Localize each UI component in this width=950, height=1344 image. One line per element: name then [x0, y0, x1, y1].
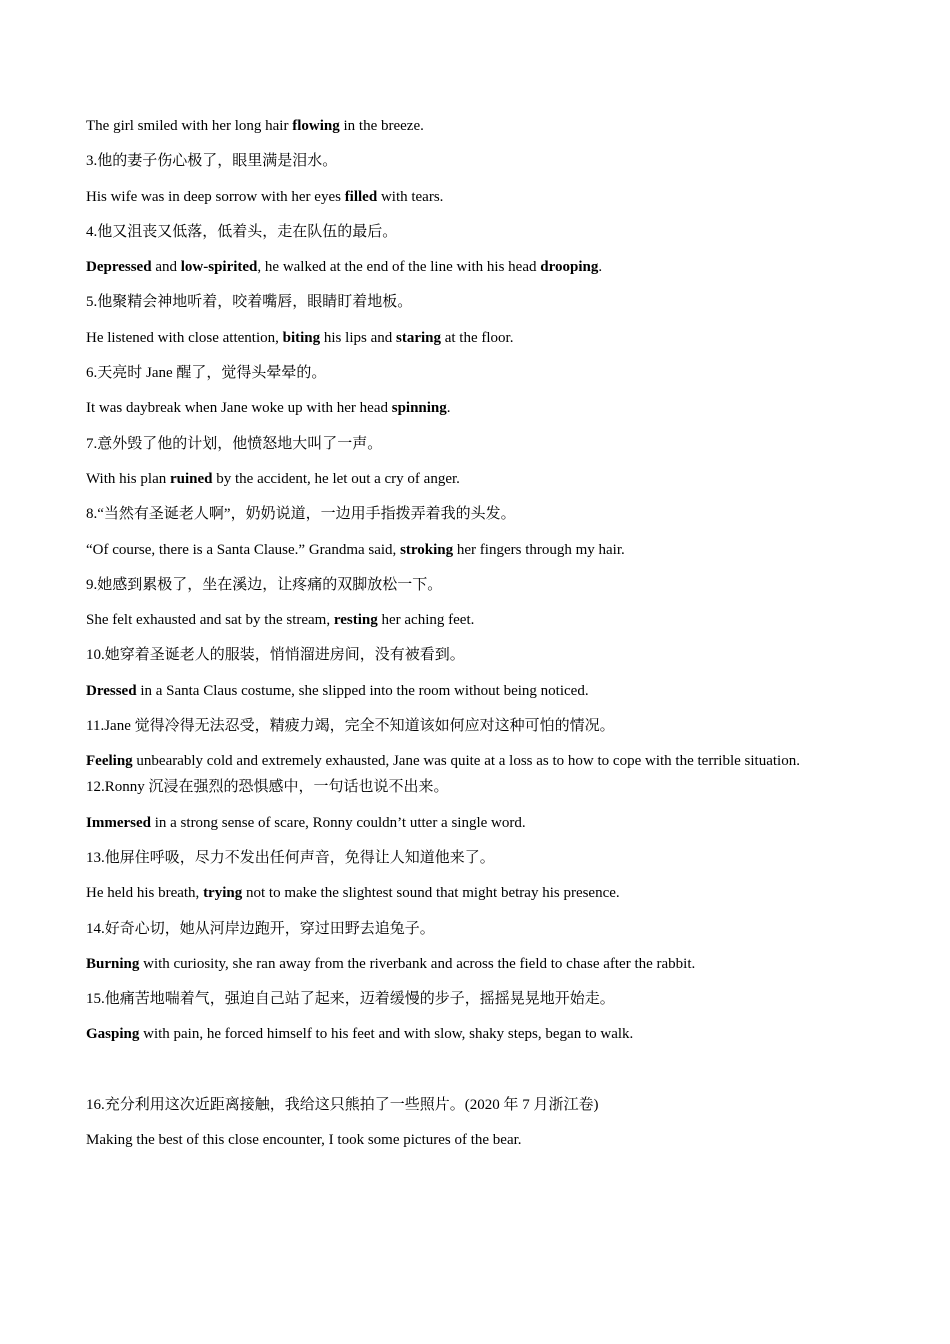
highlighted-phrase: Dressed [86, 682, 137, 699]
highlighted-phrase: filled [344, 188, 378, 205]
english-translation [86, 398, 866, 433]
text-segment: She felt exhausted and sat by the stream, [86, 612, 334, 629]
chinese-sentence [86, 292, 866, 327]
chinese-sentence [86, 848, 866, 883]
english-translation [86, 883, 866, 918]
text-segment: “Of course, there is a Santa Clause.” Grandma said, [86, 541, 401, 558]
text-segment: With his plan [86, 470, 170, 487]
highlighted-phrase: biting [282, 329, 321, 346]
text-segment: 15.他痛苦地喘着气，强迫自己站了起来，迈着缓慢的步子，摇摇晃晃地开始走。 [86, 991, 615, 1008]
text-segment: by the accident, he let out a cry of anger. [212, 470, 460, 487]
chinese-sentence [86, 151, 866, 186]
highlighted-phrase: staring [395, 329, 441, 346]
text-segment: , he walked at the end of the line with his head [257, 259, 541, 276]
text-segment: 16.充分利用这次近距离接触，我给这只熊拍了一些照片。(2020 年 7 月浙江卷) [86, 1097, 599, 1114]
text-segment: . [598, 259, 603, 276]
text-segment: with curiosity, she ran away from the riverbank and across the field to chase after the rabbit. [139, 955, 696, 972]
highlighted-phrase: flowing [292, 118, 340, 134]
text-segment: 11.Jane 觉得冷得无法忍受，精疲力竭，完全不知道该如何应对这种可怕的情况。 [86, 718, 615, 735]
chinese-sentence [86, 777, 866, 812]
highlighted-phrase: resting [333, 612, 378, 629]
highlighted-phrase: stroking [400, 541, 454, 558]
text-segment: 7.意外毁了他的计划，他愤怒地大叫了一声。 [86, 435, 383, 452]
text-segment: The girl smiled with her long hair [86, 118, 293, 134]
text-segment: He listened with close attention, [86, 329, 283, 346]
highlighted-phrase: drooping [540, 259, 599, 276]
highlighted-phrase: trying [203, 885, 243, 902]
text-segment: He held his breath, [86, 885, 204, 902]
highlighted-phrase: Depressed [86, 259, 152, 276]
english-translation [86, 1024, 866, 1095]
text-segment: 9.她感到累极了，坐在溪边，让疼痛的双脚放松一下。 [86, 576, 443, 593]
highlighted-phrase: Gasping [86, 1026, 140, 1043]
text-segment: 5.他聚精会神地听着，咬着嘴唇，眼睛盯着地板。 [86, 294, 413, 311]
english-translation [86, 328, 866, 363]
highlighted-phrase: Immersed [86, 814, 151, 831]
english-translation [86, 954, 866, 989]
highlighted-phrase: spinning [391, 400, 447, 417]
text-segment: 10.她穿着圣诞老人的服装，悄悄溜进房间，没有被看到。 [86, 647, 465, 664]
english-translation [86, 187, 866, 222]
text-segment: His wife was in deep sorrow with her eyes [86, 188, 345, 205]
chinese-sentence [86, 1095, 866, 1130]
text-segment: his lips and [320, 329, 396, 346]
text-segment: 4.他又沮丧又低落，低着头，走在队伍的最后。 [86, 223, 398, 240]
chinese-sentence [86, 434, 866, 469]
text-segment: 6.天亮时 Jane 醒了，觉得头晕晕的。 [86, 365, 327, 382]
text-segment: and [151, 259, 181, 276]
text-segment: 12.Ronny 沉浸在强烈的恐惧感中，一句话也说不出来。 [86, 779, 449, 796]
text-segment: . [446, 400, 451, 417]
text-segment: 3.他的妻子伤心极了，眼里满是泪水。 [86, 153, 338, 170]
chinese-sentence [86, 989, 866, 1024]
highlighted-phrase: Feeling [86, 753, 133, 770]
highlighted-phrase: low-spirited [180, 259, 258, 276]
text-segment: her fingers through my hair. [453, 541, 625, 558]
text-segment: with pain, he forced himself to his feet and with slow, shaky steps, began to walk. [139, 1026, 634, 1043]
text-segment: in a strong sense of scare, Ronny couldn’t utter a single word. [150, 814, 526, 831]
chinese-sentence [86, 919, 866, 954]
text-segment: It was daybreak when Jane woke up with her head [86, 400, 392, 417]
highlighted-phrase: ruined [169, 470, 213, 487]
english-translation [86, 681, 866, 716]
text-segment: 14.好奇心切，她从河岸边跑开，穿过田野去追兔子。 [86, 920, 435, 937]
english-translation [86, 469, 866, 504]
english-translation [86, 116, 866, 151]
text-segment: 13.他屏住呼吸，尽力不发出任何声音，免得让人知道他来了。 [86, 849, 495, 866]
english-translation [86, 742, 866, 780]
english-translation [86, 610, 866, 645]
text-segment: not to make the slightest sound that might betray his presence. [242, 885, 620, 902]
text-segment: in the breeze. [339, 118, 424, 134]
text-segment: unbearably cold and extremely exhausted, Jane was quite at a loss as to how to cope with the terrible situation. [132, 753, 800, 770]
text-segment: 8.“当然有圣诞老人啊”，奶奶说道，一边用手指拨弄着我的头发。 [86, 506, 516, 523]
chinese-sentence [86, 504, 866, 539]
chinese-sentence [86, 645, 866, 680]
highlighted-phrase: Burning [86, 955, 140, 972]
text-segment: in a Santa Claus costume, she slipped into the room without being noticed. [136, 682, 589, 699]
english-translation [86, 257, 866, 292]
document-body [86, 116, 866, 1166]
english-translation [86, 540, 866, 575]
chinese-sentence [86, 222, 866, 257]
text-segment: at the floor. [440, 329, 514, 346]
text-segment: her aching feet. [377, 612, 475, 629]
chinese-sentence [86, 363, 866, 398]
chinese-sentence [86, 575, 866, 610]
english-translation [86, 1130, 866, 1165]
english-translation [86, 813, 866, 848]
text-segment: Making the best of this close encounter, I took some pictures of the bear. [86, 1132, 522, 1149]
text-segment: with tears. [377, 188, 444, 205]
